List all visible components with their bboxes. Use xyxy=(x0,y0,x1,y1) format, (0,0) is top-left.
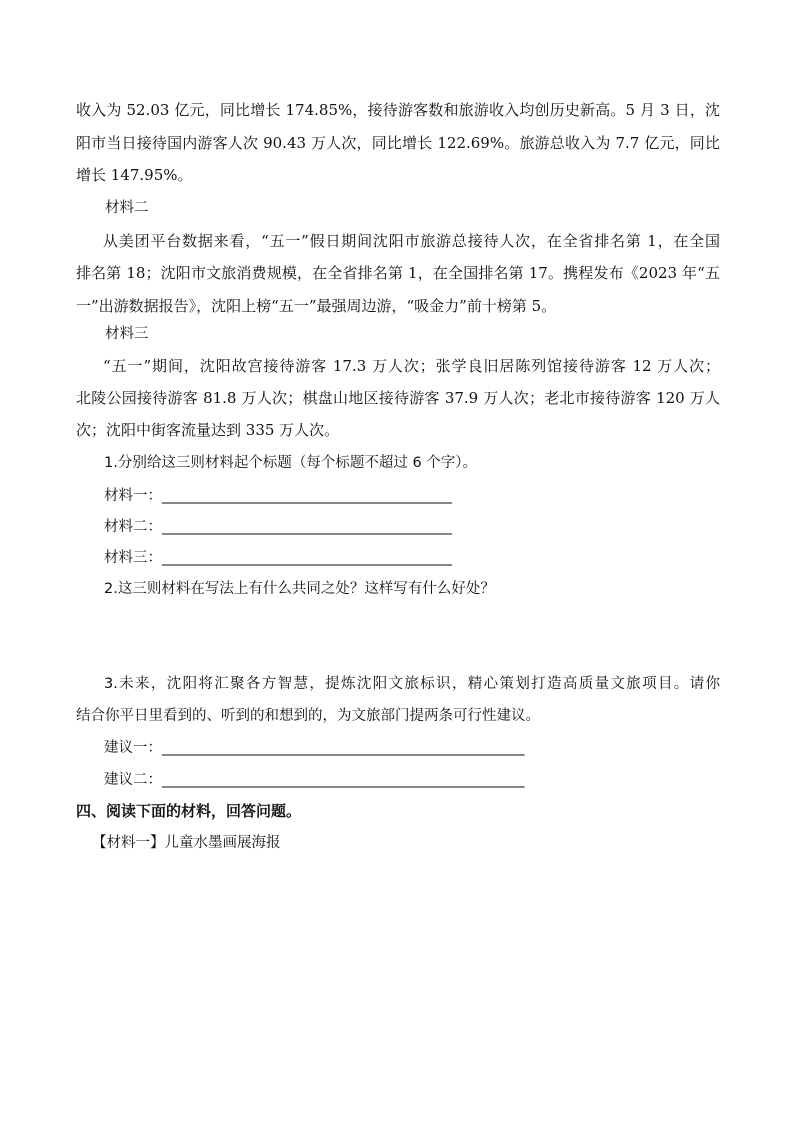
answer-blank[interactable]: __________________________________________________ xyxy=(162,740,525,756)
answer-label: 建议一： xyxy=(104,740,162,756)
answer-line-material-3[interactable] xyxy=(104,548,452,568)
paragraph-line: 一”出游数据报告》，沈阳上榜“五一”最强周边游，“吸金力”前十榜第 5。 xyxy=(76,297,557,315)
material-3-heading: 材料三 xyxy=(105,326,149,342)
answer-label: 建议二： xyxy=(104,772,162,788)
answer-line-suggestion-1[interactable] xyxy=(104,738,525,758)
answer-blank[interactable]: __________________________________________________ xyxy=(162,772,525,788)
answer-blank[interactable]: ________________________________________ xyxy=(162,550,452,566)
answer-blank[interactable]: ________________________________________ xyxy=(162,488,452,504)
section-4-heading: 四、阅读下面的材料，回答问题。 xyxy=(76,802,302,820)
paragraph-line: 增长 147.95%。 xyxy=(76,166,193,184)
answer-label: 材料二： xyxy=(104,519,162,535)
paragraph-line: 次；沈阳中街客流量达到 335 万人次。 xyxy=(76,421,340,439)
paragraph-line: “五一”期间，沈阳故宫接待游客 17.3 万人次；张学良旧居陈列馆接待游客 12 万人次； xyxy=(103,357,720,375)
paragraph-line: 收入为 52.03 亿元，同比增长 174.85%，接待游客数和旅游收入均创历史新高。5 月 3 日，沈 xyxy=(76,101,720,119)
paragraph-line: 从美团平台数据来看，“五一”假日期间沈阳市旅游总接待人次，在全省排名第 1，在全国 xyxy=(103,232,720,250)
question-1-prompt: 1.分别给这三则材料起个标题（每个标题不超过 6 个字）。 xyxy=(104,455,478,471)
paragraph-line: 排名第 18；沈阳市文旅消费规模，在全省排名第 1，在全国排名第 17。携程发布《2023 年“五 xyxy=(76,264,720,282)
answer-line-material-2[interactable] xyxy=(104,517,452,537)
question-3-prompt-line: 3.未来，沈阳将汇聚各方智慧，提炼沈阳文旅标识，精心策划打造高质量文旅项目。请你 xyxy=(104,676,720,692)
answer-label: 材料一： xyxy=(104,488,162,504)
material-2-heading: 材料二 xyxy=(105,200,149,216)
answer-line-material-1[interactable] xyxy=(104,486,452,506)
question-2-prompt: 2.这三则材料在写法上有什么共同之处？这样写有什么好处？ xyxy=(104,581,495,597)
material-1-label: 【材料一】儿童水墨画展海报 xyxy=(92,835,281,851)
answer-blank[interactable]: ________________________________________ xyxy=(162,519,452,535)
answer-label: 材料三： xyxy=(104,550,162,566)
paragraph-line: 阳市当日接待国内游客人次 90.43 万人次，同比增长 122.69%。旅游总收入为 7.7 亿元，同比 xyxy=(76,134,720,152)
answer-line-suggestion-2[interactable] xyxy=(104,770,525,790)
question-3-prompt-line: 结合你平日里看到的、听到的和想到的，为文旅部门提两条可行性建议。 xyxy=(76,708,540,724)
paragraph-line: 北陵公园接待游客 81.8 万人次；棋盘山地区接待游客 37.9 万人次；老北市接待游客 120 万人 xyxy=(76,389,720,407)
